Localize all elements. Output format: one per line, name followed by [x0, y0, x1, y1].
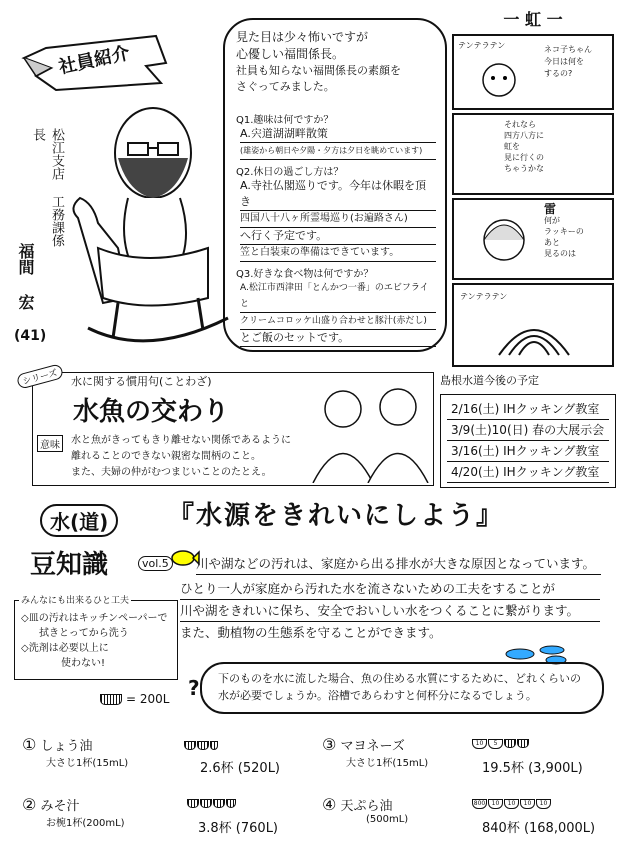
interview-qa	[236, 108, 436, 347]
staff-illustration	[58, 98, 238, 358]
item-name-row	[22, 735, 302, 754]
staff-banner: 社員紹介	[56, 42, 132, 79]
tub-icon	[226, 799, 236, 808]
rainbow-icon	[494, 305, 574, 361]
item-amount: お椀1杯(200mL)	[46, 818, 125, 829]
tub-icon: 10	[472, 739, 487, 749]
girl-figure	[474, 210, 534, 276]
item-tempura-oil	[322, 795, 612, 839]
comic-text: ちゃうかな	[504, 164, 544, 173]
question-text	[218, 670, 581, 704]
answer: クリームコロッケ山盛り合わせと豚汁(赤だし)	[240, 313, 436, 330]
proverb-series-tag: シリーズ	[16, 363, 64, 389]
bucket-legend	[100, 692, 169, 706]
answer: (雄姿から朝日や夕陽・夕方は夕日を眺めています)	[240, 143, 436, 160]
item-soy-sauce	[22, 735, 302, 779]
proverb-box	[21, 368, 434, 486]
comic-text: 何が	[544, 216, 560, 225]
comic-text: 今日は何を	[544, 57, 584, 66]
tip-line: 拭きとってから洗う	[39, 628, 129, 639]
knowledge-headline: 『水源をきれいにしよう』	[168, 501, 505, 531]
item-answer: 3.8杯 (760L)	[198, 821, 279, 836]
intro-line: 社員も知らない福間係長の素顔を	[236, 64, 401, 77]
comic-dialog-3	[544, 204, 584, 259]
comic-text: 見に行くの	[504, 153, 544, 162]
item-num: ①	[22, 735, 37, 754]
proverb-title: 水魚の交わり	[73, 397, 230, 427]
item-num: ④	[322, 795, 337, 814]
comic-text: テンテラテン	[460, 292, 508, 301]
knowledge-logo	[20, 494, 180, 594]
paragraph-line: 川や湖などの汚れは、家庭から出る排水が大きな原因となっています。	[196, 553, 601, 575]
logo-bottom: 豆知識	[30, 550, 109, 580]
comic-text: 見るのは	[544, 249, 576, 258]
tip-line: ◇洗剤は必要以上に	[21, 643, 109, 654]
meaning-line: 水と魚がきってもきり離せない関係であるように	[71, 435, 291, 446]
schedule-item: 4/20(土) IHクッキング教室	[447, 462, 609, 483]
paragraph-line: ひとり一人が家庭から汚れた水を流さないための工夫をすることが	[180, 578, 600, 600]
proverb-series-title: 水に関する慣用句(ことわざ)	[71, 375, 212, 388]
question-line: 下のものを水に流した場合、魚の住める水質にするために、どれくらいの	[218, 672, 581, 685]
schedule-title: 島根水道今後の予定	[440, 374, 539, 387]
schedule	[440, 372, 616, 488]
comic-title: 一 虹 一	[503, 10, 563, 29]
tub-icon: 10	[504, 799, 519, 809]
schedule-item: 3/9(土)10(日) 春の大展示会	[447, 420, 609, 441]
item-mayonnaise	[322, 735, 612, 779]
staff-section	[8, 8, 448, 368]
comic-strip	[452, 6, 614, 361]
answer: A.寺社仏閣巡りです。今年は休暇を頂き	[240, 178, 436, 211]
cat-figure	[474, 58, 524, 104]
item-name-row	[322, 795, 612, 814]
knowledge-paragraph	[196, 553, 601, 575]
item-miso-soup	[22, 795, 302, 839]
bucket-legend-text: = 200L	[126, 692, 170, 706]
item-name: マヨネーズ	[340, 739, 405, 754]
answer: 四国八十八ヶ所霊場巡り(お遍路さん)	[240, 211, 436, 228]
comic-dialog-2	[504, 119, 544, 174]
tub-icon: 5	[488, 739, 503, 749]
item-num: ③	[322, 735, 337, 754]
item-name-row	[22, 795, 302, 814]
tub-icon	[197, 741, 209, 750]
question-line: 水が必要でしょうか。浴槽であらわすと何杯分になるでしょう。	[218, 689, 537, 702]
item-num: ②	[22, 795, 37, 814]
comic-panel-2	[452, 113, 614, 195]
comic-text: ラッキーの	[544, 227, 584, 236]
tub-icon: 10	[488, 799, 503, 809]
schedule-item: 3/16(土) IHクッキング教室	[447, 441, 609, 462]
item-name: しょう油	[40, 739, 93, 754]
tub-icon	[184, 741, 196, 750]
tips-box	[14, 596, 178, 680]
intro-line: 心優しい福間係長。	[236, 47, 345, 61]
tub-icon	[200, 799, 212, 808]
tub-icon	[517, 739, 529, 748]
question: Q1.趣味は何ですか？	[236, 115, 334, 126]
item-name: 天ぷら油	[340, 799, 393, 814]
comic-text: 虹を	[504, 142, 520, 151]
question-mark-icon: ?	[188, 676, 200, 700]
logo-top: 水(道)	[40, 504, 118, 537]
item-name: みそ汁	[40, 799, 80, 814]
tub-icon: 10	[536, 799, 551, 809]
comic-panel-4	[452, 283, 614, 367]
tub-icon	[213, 799, 225, 808]
meaning-line: 離れることのできない親密な間柄のこと。	[71, 451, 261, 462]
answer: 笠と白装束の準備はできています。	[240, 245, 436, 262]
answer: A.宍道湖湖畔散策	[240, 126, 436, 143]
comic-text: 四方八方に	[504, 131, 544, 140]
comic-text: するの?	[544, 69, 573, 78]
item-amount: 大さじ1杯(15mL)	[346, 758, 429, 769]
intro-line: 見た目は少々怖いですが	[236, 30, 369, 44]
comic-panel-1	[452, 34, 614, 110]
logo-vol: vol.5	[138, 556, 173, 571]
paragraph-line: 川や湖をきれいに保ち、安全でおいしい水をつくることに繋がります。	[180, 600, 600, 622]
staff-age: (41)	[14, 328, 47, 344]
proverb-meaning	[71, 433, 291, 481]
question-box	[188, 662, 604, 714]
answer: とご飯のセットです。	[240, 330, 436, 347]
comic-text: テンテラテン	[458, 41, 506, 50]
tip-line: ◇皿の汚れはキッチンペーパーで	[21, 613, 168, 624]
comic-text: それなら	[504, 120, 536, 129]
tub-icon: 800	[473, 800, 486, 807]
comic-text: ネコ子ちゃん	[544, 45, 592, 54]
item-amount: (500mL)	[366, 814, 409, 825]
staff-name: 福間 宏	[16, 243, 35, 310]
tub-icon	[210, 741, 218, 750]
meaning-line: また、夫婦の仲がむつまじいことのたとえ。	[71, 467, 272, 478]
item-answer: 840杯 (168,000L)	[482, 821, 596, 836]
tub-icon	[504, 739, 516, 748]
staff-dept: 松江支店 工務課係長	[30, 128, 64, 247]
comic-text: 雷	[544, 202, 557, 216]
question: Q3.好きな食べ物は何ですか？	[236, 269, 374, 280]
question: Q2.休日の過ごし方は？	[236, 167, 344, 178]
couple-illustration	[303, 379, 433, 483]
tip-line: 使わない!	[61, 658, 106, 669]
schedule-item: 2/16(土) IHクッキング教室	[447, 399, 609, 420]
answer: A.松江市西津田「とんかつ一番」のエビフライと	[240, 280, 436, 313]
item-name-row	[322, 735, 612, 754]
tub-row	[184, 741, 218, 750]
intro-line: さぐってみました。	[236, 80, 335, 93]
bathtub-icon	[100, 694, 122, 705]
tub-row	[472, 799, 551, 809]
tub-icon	[187, 799, 199, 808]
answer: へ行く予定です。	[240, 228, 436, 245]
item-amount: 大さじ1杯(15mL)	[46, 758, 129, 769]
interview-intro	[236, 28, 436, 94]
tub-icon: 10	[520, 799, 535, 809]
tub-row	[187, 799, 236, 808]
comic-text: あと	[544, 238, 560, 247]
comic-panel-3	[452, 198, 614, 280]
meaning-tag: 意味	[37, 435, 63, 452]
item-answer: 19.5杯 (3,900L)	[482, 761, 583, 776]
schedule-list	[440, 394, 616, 488]
tips-title: みんなにも出来るひと工夫	[19, 593, 131, 606]
paragraph-line: また、動植物の生態系を守ることができます。	[180, 625, 442, 640]
item-answer: 2.6杯 (520L)	[200, 761, 281, 776]
tub-row	[472, 739, 529, 749]
tips-list	[21, 611, 168, 671]
knowledge-paragraph-cont	[180, 578, 600, 643]
